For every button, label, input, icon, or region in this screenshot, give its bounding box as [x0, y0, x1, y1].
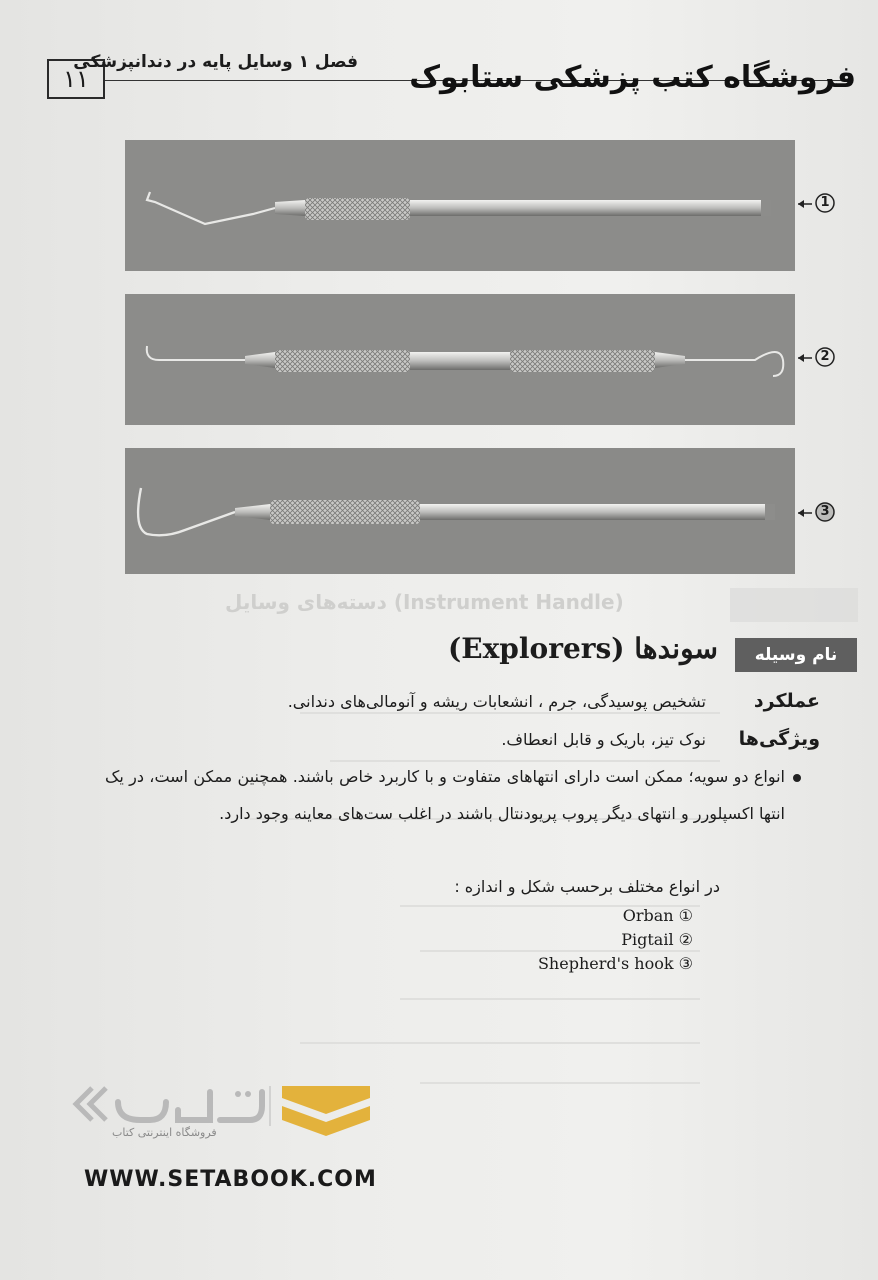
function-text: تشخیص پوسیدگی، جرم ، انشعابات ریشه و آنومالی‌های دندانی.: [287, 692, 706, 711]
instrument-title: سوندها (Explorers): [448, 632, 718, 665]
figure-2-number: 2: [820, 349, 830, 364]
figure-3-number: 3: [820, 504, 830, 519]
orban-explorer-illustration: [125, 140, 795, 271]
instrument-name-label: نام وسیله: [735, 638, 857, 672]
function-label: عملکرد: [753, 690, 820, 712]
figure-orban-explorer: [125, 140, 795, 271]
type-item-shepherds-hook: Shepherd's hook ③: [537, 954, 693, 973]
figure-3-callout: [796, 500, 838, 526]
figure-1-callout: [796, 191, 838, 217]
gold-chevron-icon: [282, 1086, 370, 1136]
chapter-title: فصل ۱ وسایل پایه در دندانپزشکی: [73, 52, 358, 72]
page-number: ۱۱: [47, 59, 105, 99]
pigtail-explorer-illustration: [125, 294, 795, 425]
features-label: ویژگی‌ها: [738, 728, 820, 750]
figure-1-number: 1: [820, 195, 830, 210]
type-item-orban: Orban ①: [622, 906, 693, 925]
logo-wordmark-shapes: [118, 1091, 262, 1120]
show-through-block: [730, 588, 858, 622]
setabook-logo: [70, 1080, 380, 1150]
bullet-dot: [793, 774, 801, 782]
website-url: WWW.SETABOOK.COM: [84, 1167, 377, 1192]
features-text: نوک تیز، باریک و قابل انعطاف.: [501, 730, 706, 749]
type-item-pigtail: Pigtail ②: [621, 930, 693, 949]
store-watermark-title: فروشگاه کتب پزشکی ستابوک: [409, 60, 856, 95]
chevron-arrows-icon: [76, 1088, 106, 1120]
show-through-heading: دسته‌های وسایل (Instrument Handle): [225, 590, 624, 614]
figure-shepherds-hook-explorer: [125, 448, 795, 574]
types-intro: در انواع مختلف برحسب شکل و اندازه :: [454, 877, 720, 896]
figure-pigtail-explorer: [125, 294, 795, 425]
logo-subtitle: فروشگاه اینترنتی کتاب: [112, 1126, 217, 1139]
figure-2-callout: [796, 345, 838, 371]
shepherds-hook-explorer-illustration: [125, 448, 795, 574]
bullet-paragraph: انواع دو سویه؛ ممکن است دارای انتهاهای متفاوت و با کاربرد خاص باشند. همچنین ممکن است، در یک انتها اکسپلورر و انتهای دیگر پروب پریودنتال باشند در اغلب ست‌های معاینه وجود دارد.: [105, 767, 785, 823]
